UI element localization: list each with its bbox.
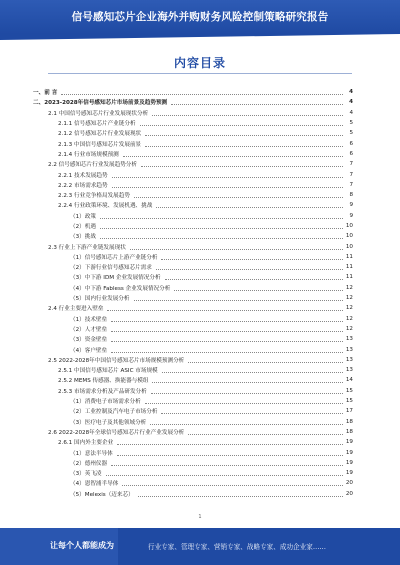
- toc-entry[interactable]: [0, 427, 400, 437]
- toc-entry-page: 11: [345, 264, 353, 271]
- toc-entry[interactable]: [0, 252, 400, 262]
- toc-entry-label: 2.2.2 市场需求趋势: [58, 182, 108, 189]
- toc-leader-dots: [122, 484, 343, 486]
- toc-divider: [48, 73, 352, 74]
- toc-entry-label: 2.1.3 中国信号感知芯片发展前景: [58, 141, 142, 148]
- toc-entry-page: 10: [345, 243, 353, 250]
- toc-leader-dots: [100, 237, 343, 239]
- toc-entry-label: 2.5.1 中国信号感知芯片 ASIC 市场规模: [58, 368, 158, 375]
- toc-leader-dots: [100, 217, 343, 219]
- toc-entry-label: （1）政策: [70, 213, 96, 220]
- toc-leader-dots: [100, 227, 343, 229]
- toc-entry-label: 一、前 言: [33, 90, 58, 97]
- toc-entry[interactable]: [0, 169, 400, 179]
- toc-entry-label: （5）Melexis（迈来芯）: [70, 491, 134, 498]
- toc-entry[interactable]: [0, 159, 400, 169]
- toc-entry-label: 2.2.3 行业竞争格局发展趋势: [58, 193, 130, 200]
- toc-leader-dots: [156, 206, 343, 208]
- toc-entry[interactable]: [0, 272, 400, 282]
- toc-heading: 内容目录: [173, 56, 226, 70]
- toc-entry-label: （1）消费电子市场需求分析: [70, 399, 141, 406]
- toc-leader-dots: [161, 258, 343, 260]
- toc-entry[interactable]: [0, 303, 400, 313]
- toc-entry-label: 2.3 行业上下游产业链发展现状: [48, 244, 126, 251]
- toc-entry-label: 2.6.1 国内外主要企业: [58, 440, 114, 447]
- toc-entry-page: 4: [349, 109, 353, 116]
- toc-entry-page: 20: [345, 490, 353, 497]
- toc-leader-dots: [112, 176, 343, 178]
- toc-leader-dots: [174, 289, 343, 291]
- toc-leader-dots: [106, 474, 343, 476]
- toc-entry-label: 2.1.1 信号感知芯片产业链分析: [58, 121, 136, 128]
- toc-entry[interactable]: [0, 437, 400, 447]
- toc-leader-dots: [112, 186, 343, 188]
- toc-leader-dots: [145, 402, 343, 404]
- footer-slogan: 让每个人都能成为: [50, 541, 114, 550]
- toc-entry-label: （1）意法半导体: [70, 450, 113, 457]
- toc-entry[interactable]: [0, 149, 400, 159]
- toc-entry-label: 二、2023-2028年信号感知芯片市场前景及趋势预测: [33, 100, 168, 107]
- toc-entry[interactable]: [0, 87, 400, 97]
- toc-leader-dots: [134, 196, 343, 198]
- toc-leader-dots: [61, 93, 343, 95]
- toc-leader-dots: [138, 495, 343, 497]
- toc-entry-page: 11: [345, 274, 353, 281]
- toc-entry[interactable]: [0, 365, 400, 375]
- toc-entry[interactable]: [0, 396, 400, 406]
- toc-leader-dots: [145, 134, 343, 136]
- toc-entry-label: （3）资金壁垒: [70, 337, 108, 344]
- toc-entry[interactable]: [0, 468, 400, 478]
- toc-entry-label: （3）中下游 IDM 企业发展情况分析: [70, 275, 161, 282]
- toc-entry-page: 13: [345, 356, 353, 363]
- toc-entry-page: 10: [345, 233, 353, 240]
- toc-entry-page: 14: [345, 377, 353, 384]
- toc-entry[interactable]: [0, 283, 400, 293]
- toc-entry[interactable]: [0, 355, 400, 365]
- toc-entry-page: 9: [349, 202, 353, 209]
- toc-entry-label: （4）中下游 Fabless 企业发展情况分析: [70, 285, 171, 292]
- toc-leader-dots: [107, 309, 343, 311]
- toc-leader-dots: [117, 454, 343, 456]
- toc-entry-page: 12: [345, 284, 353, 291]
- toc-leader-dots: [111, 340, 343, 342]
- toc-entry[interactable]: [0, 241, 400, 251]
- document-title: 信号感知芯片企业海外并购财务风险控制策略研究报告: [71, 11, 329, 23]
- toc-entry-label: 2.2.1 技术发展趋势: [58, 172, 108, 179]
- toc-entry[interactable]: [0, 406, 400, 416]
- toc-entry-label: （2）德州仪器: [70, 460, 108, 467]
- toc-leader-dots: [111, 330, 343, 332]
- toc-entry[interactable]: [0, 190, 400, 200]
- toc-leader-dots: [151, 392, 343, 394]
- toc-leader-dots: [152, 114, 343, 116]
- toc-entry-label: （2）人才壁垒: [70, 326, 108, 333]
- toc-leader-dots: [111, 464, 343, 466]
- toc-entry[interactable]: [0, 138, 400, 148]
- toc-leader-dots: [152, 381, 343, 383]
- toc-leader-dots: [130, 248, 343, 250]
- toc-entry[interactable]: [0, 108, 400, 118]
- toc-entry[interactable]: [0, 200, 400, 210]
- toc-entry-label: 2.5.2 MEMS 传感器、换能器与模组: [58, 378, 149, 385]
- toc-entry-page: 18: [345, 428, 353, 435]
- toc-entry-page: 12: [345, 315, 353, 322]
- toc-leader-dots: [188, 433, 343, 435]
- table-of-contents: [0, 87, 400, 499]
- toc-entry-page: 5: [349, 130, 353, 137]
- toc-entry[interactable]: [0, 334, 400, 344]
- toc-entry[interactable]: [0, 417, 400, 427]
- toc-entry-page: 19: [345, 449, 353, 456]
- toc-entry[interactable]: [0, 221, 400, 231]
- toc-entry-page: 8: [349, 192, 353, 199]
- toc-entry[interactable]: [0, 344, 400, 354]
- toc-entry-label: 2.1 中国信号感知芯片行业发展现状分析: [48, 110, 149, 117]
- toc-entry-page: 6: [349, 140, 353, 147]
- toc-entry[interactable]: [0, 118, 400, 128]
- toc-entry[interactable]: [0, 97, 400, 107]
- toc-entry-page: 13: [345, 346, 353, 353]
- toc-leader-dots: [141, 165, 343, 167]
- toc-entry-label: （3）医疗电子及其他领域分析: [70, 419, 147, 426]
- toc-entry[interactable]: [0, 375, 400, 385]
- toc-entry-page: 15: [345, 387, 353, 394]
- toc-entry[interactable]: [0, 293, 400, 303]
- toc-entry-page: 12: [345, 325, 353, 332]
- toc-entry-page: 13: [345, 367, 353, 374]
- toc-entry-label: 2.2.4 行业政策环境、发展机遇、挑战: [58, 203, 153, 210]
- toc-entry-label: （5）国内行业发展分析: [70, 296, 130, 303]
- toc-entry-page: 10: [345, 223, 353, 229]
- toc-entry-page: 7: [349, 181, 353, 188]
- toc-entry-label: （2）工业控制及汽车电子市场分析: [70, 409, 158, 416]
- toc-entry[interactable]: [0, 180, 400, 190]
- toc-entry-page: 7: [349, 171, 353, 178]
- toc-entry-page: 18: [345, 418, 353, 425]
- toc-entry-page: 6: [349, 150, 353, 157]
- toc-entry-label: 2.5.3 市场需求分析及产品研发分析: [58, 388, 147, 395]
- toc-entry[interactable]: [0, 314, 400, 324]
- toc-leader-dots: [134, 299, 344, 301]
- toc-leader-dots: [111, 351, 343, 353]
- toc-leader-dots: [117, 443, 343, 445]
- toc-entry-label: 2.1.4 行业市场规模预测: [58, 151, 119, 158]
- toc-entry-page: 19: [345, 459, 353, 466]
- toc-entry-label: （3）挑战: [70, 234, 96, 241]
- toc-entry[interactable]: [0, 324, 400, 334]
- toc-entry-label: 2.4 行业主要进入壁垒: [48, 306, 104, 313]
- toc-leader-dots: [111, 320, 343, 322]
- toc-entry-label: （2）机遇: [70, 224, 96, 230]
- toc-entry-page: 11: [345, 253, 353, 260]
- toc-entry[interactable]: [0, 489, 400, 499]
- toc-entry-label: 2.1.2 信号感知芯片行业发展现状: [58, 131, 142, 138]
- toc-leader-dots: [171, 103, 343, 105]
- toc-entry-page: 19: [345, 470, 353, 477]
- toc-entry-page: 5: [349, 120, 353, 127]
- header-accent: [0, 34, 400, 40]
- toc-leader-dots: [156, 268, 343, 270]
- toc-entry-page: 12: [345, 305, 353, 312]
- toc-entry-label: 2.6 2022-2028年全球信号感知芯片行业产业发展分析: [48, 429, 185, 436]
- toc-entry[interactable]: [0, 128, 400, 138]
- toc-leader-dots: [165, 278, 343, 280]
- toc-leader-dots: [140, 124, 343, 126]
- toc-leader-dots: [150, 423, 343, 425]
- toc-entry-label: （1）技术壁垒: [70, 316, 108, 323]
- toc-entry-page: 9: [349, 212, 353, 219]
- toc-leader-dots: [145, 145, 343, 147]
- footer-roles: 行业专家、管理专家、营销专家、战略专家、成功企业家……: [148, 543, 327, 551]
- toc-leader-dots: [123, 155, 343, 157]
- toc-entry-page: 4: [349, 99, 353, 106]
- toc-entry-page: 13: [345, 336, 353, 343]
- toc-entry-label: （2）下游行业信号感知芯片需求: [70, 265, 152, 272]
- toc-entry-label: （4）客户壁垒: [70, 347, 108, 354]
- toc-entry-page: 15: [345, 398, 353, 405]
- toc-entry[interactable]: [0, 211, 400, 221]
- toc-entry[interactable]: [0, 478, 400, 488]
- toc-entry[interactable]: [0, 262, 400, 272]
- toc-entry[interactable]: [0, 386, 400, 396]
- toc-entry-page: 4: [349, 89, 353, 96]
- toc-entry-label: 2.2 信号感知芯片行业发展趋势分析: [48, 162, 137, 169]
- toc-leader-dots: [161, 412, 343, 414]
- toc-entry-label: （1）信号感知芯片上游产业链分析: [70, 254, 158, 261]
- toc-entry-page: 7: [349, 161, 353, 168]
- toc-entry-label: （4）恩智浦半导体: [70, 481, 119, 488]
- toc-entry[interactable]: [0, 458, 400, 468]
- toc-leader-dots: [162, 371, 343, 373]
- toc-entry[interactable]: [0, 447, 400, 457]
- toc-entry-page: 17: [345, 408, 353, 415]
- toc-entry[interactable]: [0, 231, 400, 241]
- toc-entry-label: （3）英飞凌: [70, 471, 102, 478]
- page-number: 1: [198, 514, 202, 520]
- toc-entry-label: 2.5 2022-2028年中国信号感知芯片市场规模预测分析: [48, 357, 185, 364]
- toc-leader-dots: [188, 361, 343, 363]
- toc-entry-page: 12: [345, 295, 353, 302]
- toc-entry-page: 20: [345, 480, 353, 487]
- toc-entry-page: 19: [345, 439, 353, 446]
